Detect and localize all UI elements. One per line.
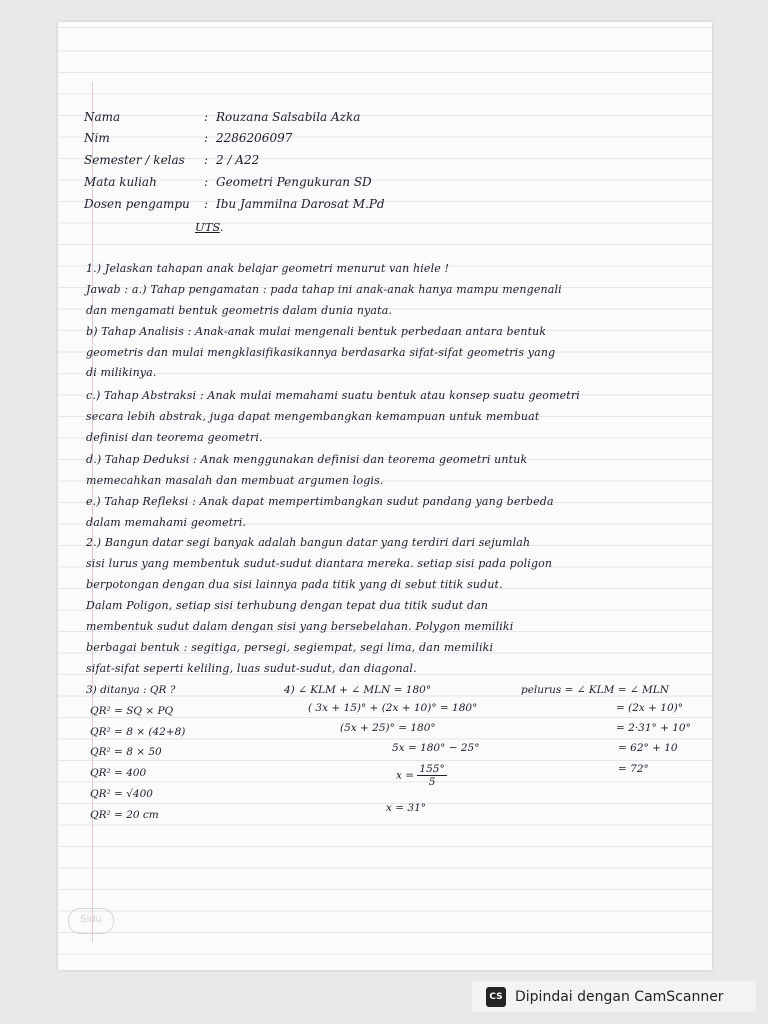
answer-line: sisi lurus yang membentuk sudut-sudut diantara mereka. setiap sisi pada poligon bbox=[86, 557, 553, 570]
q4-line: 4) ∠ KLM + ∠ MLN = 180° bbox=[284, 684, 432, 696]
camscanner-logo-icon: CS bbox=[486, 987, 506, 1007]
q4-side-line: pelurus = ∠ KLM = ∠ MLN bbox=[521, 684, 669, 696]
q3-line: QR² = 400 bbox=[90, 767, 147, 779]
q3-line: QR² = SQ × PQ bbox=[90, 705, 174, 717]
answer-line: berbagai bentuk : segitiga, persegi, segiempat, segi lima, dan memiliki bbox=[86, 641, 494, 654]
camscanner-text: Dipindai dengan CamScanner bbox=[515, 988, 724, 1005]
header-label: Dosen pengampu bbox=[84, 197, 190, 211]
q4-side-line: = 72° bbox=[618, 763, 649, 775]
answer-line: e.) Tahap Refleksi : Anak dapat mempertimbangkan sudut pandang yang berbeda bbox=[86, 495, 554, 508]
header-label: Nama bbox=[84, 110, 121, 124]
answer-line: di milikinya. bbox=[86, 366, 157, 379]
answer-line: definisi dan teorema geometri. bbox=[86, 431, 263, 444]
answer-line: dalam memahami geometri. bbox=[86, 516, 247, 529]
q3-line: QR² = √400 bbox=[90, 788, 153, 800]
answer-line: sifat-sifat seperti keliling, luas sudut-sudut, dan diagonal. bbox=[86, 662, 417, 675]
q4-line: (5x + 25)° = 180° bbox=[340, 722, 436, 734]
header-value: Geometri Pengukuran SD bbox=[216, 175, 372, 189]
notebook-page: Nama : Rouzana Salsabila Azka Nim : 2286206097 Semester / kelas : 2 / A22 Mata kuliah : Geometri Pengukuran SD Dosen pengampu : Ibu Jammilna Darosat M.Pd UTS. 1.) Jelaskan tahapan anak belajar geometri menurut van hiele ! Jawab : a.) Tahap pengamatan : pada tahap ini anak-anak hanya mampu mengenali dan mengamati bentuk geometris dalam dunia nyata. b) Tahap Analisis : Anak-anak mulai mengenali bentuk perbedaan antara bentuk geometris dan mulai mengklasifikasikannya berdasarka sifat-sifat geometris yang di milikinya. c.) Tahap Abstraksi : Anak mulai memahami suatu bentuk atau konsep suatu geometri secara lebih abstrak, juga dapat mengembangkan kemampuan untuk membuat definisi dan teorema geometri. d.) Tahap Deduksi : Anak menggunakan definisi dan teorema geometri untuk memecahkan masalah dan membuat argumen logis. e.) Tahap Refleksi : Anak dapat mempertimbangkan sudut pandang yang berbeda dalam memahami geometri. 2.) Bangun datar segi banyak adalah bangun datar yang terdiri dari sejumlah sisi lurus yang membentuk sudut-sudut diantara mereka. setiap sisi pada poligon berpotongan dengan dua sisi lainnya pada titik yang di sebut titik sudut. Dalam Poligon, setiap sisi terhubung dengan tepat dua titik sudut dan membentuk sudut dalam dengan sisi yang bersebelahan. Polygon memiliki berbagai bentuk : segitiga, persegi, segiempat, segi lima, dan memiliki sifat-sifat seperti keliling, luas sudut-sudut, dan diagonal. 3) ditanya : QR ? QR² = SQ × PQ QR² = 8 × (42+8) QR² = 8 × 50 QR² = 400 QR² = √400 QR² = 20 cm 4) ∠ KLM + ∠ MLN = 180° ( 3x + 15)° + (2x + 10)° = 180° (5x + 25)° = 180° 5x = 180° − 25° x = $\frac{155^\circ}{5}$ x = 31° pelurus = ∠ KLM = ∠ MLN = (2x + 10)° = 2·31° + 10° = 62° + 10 = 72° bbox=[58, 22, 712, 970]
q4-fraction: $\frac{155^\circ}{5}$ bbox=[419, 763, 445, 788]
answer-line: d.) Tahap Deduksi : Anak menggunakan definisi dan teorema geometri untuk bbox=[86, 453, 528, 466]
header-label: Semester / kelas bbox=[84, 153, 185, 167]
header-value: 2 / A22 bbox=[216, 153, 260, 167]
header-value: Ibu Jammilna Darosat M.Pd bbox=[216, 197, 385, 211]
q4-side-line: = 62° + 10 bbox=[618, 742, 678, 754]
header-label: Mata kuliah bbox=[84, 175, 157, 189]
answer-line: 1.) Jelaskan tahapan anak belajar geometri menurut van hiele ! bbox=[86, 262, 450, 275]
answer-line: Jawab : a.) Tahap pengamatan : pada tahap ini anak-anak hanya mampu mengenali bbox=[86, 283, 562, 296]
answer-line: b) Tahap Analisis : Anak-anak mulai mengenali bentuk perbedaan antara bentuk bbox=[86, 325, 547, 338]
q3-line: 3) ditanya : QR ? bbox=[86, 684, 176, 696]
answer-line: berpotongan dengan dua sisi lainnya pada titik yang di sebut titik sudut. bbox=[86, 578, 503, 591]
q4-side-line: = (2x + 10)° bbox=[616, 702, 684, 714]
header-value: 2286206097 bbox=[216, 131, 293, 145]
answer-line: membentuk sudut dalam dengan sisi yang bersebelahan. Polygon memiliki bbox=[86, 620, 514, 633]
camscanner-watermark bbox=[472, 981, 756, 1012]
answer-line: c.) Tahap Abstraksi : Anak mulai memahami suatu bentuk atau konsep suatu geometri bbox=[86, 389, 580, 402]
header-value: Rouzana Salsabila Azka bbox=[216, 110, 361, 124]
answer-line: geometris dan mulai mengklasifikasikannya berdasarka sifat-sifat geometris yang bbox=[86, 346, 556, 359]
header-label: Nim bbox=[84, 131, 110, 145]
q4-side-line: = 2·31° + 10° bbox=[616, 722, 691, 734]
answer-line: 2.) Bangun datar segi banyak adalah bangun datar yang terdiri dari sejumlah bbox=[86, 536, 531, 549]
sidu-watermark: Sidu bbox=[68, 908, 114, 934]
q4-line: ( 3x + 15)° + (2x + 10)° = 180° bbox=[308, 702, 478, 714]
q3-line: QR² = 8 × 50 bbox=[90, 746, 162, 758]
q4-line: 5x = 180° − 25° bbox=[392, 742, 480, 754]
answer-line: Dalam Poligon, setiap sisi terhubung dengan tepat dua titik sudut dan bbox=[86, 599, 489, 612]
q4-fraction-line: x = $\frac{155^\circ}{5}$ bbox=[396, 763, 445, 788]
q4-line: x = 31° bbox=[386, 802, 427, 814]
answer-line: dan mengamati bentuk geometris dalam dunia nyata. bbox=[86, 304, 393, 317]
exam-title: UTS. bbox=[195, 220, 224, 234]
answer-line: secara lebih abstrak, juga dapat mengembangkan kemampuan untuk membuat bbox=[86, 410, 540, 423]
q3-line: QR² = 8 × (42+8) bbox=[90, 726, 186, 738]
answer-line: memecahkan masalah dan membuat argumen logis. bbox=[86, 474, 384, 487]
q3-line: QR² = 20 cm bbox=[90, 809, 159, 821]
